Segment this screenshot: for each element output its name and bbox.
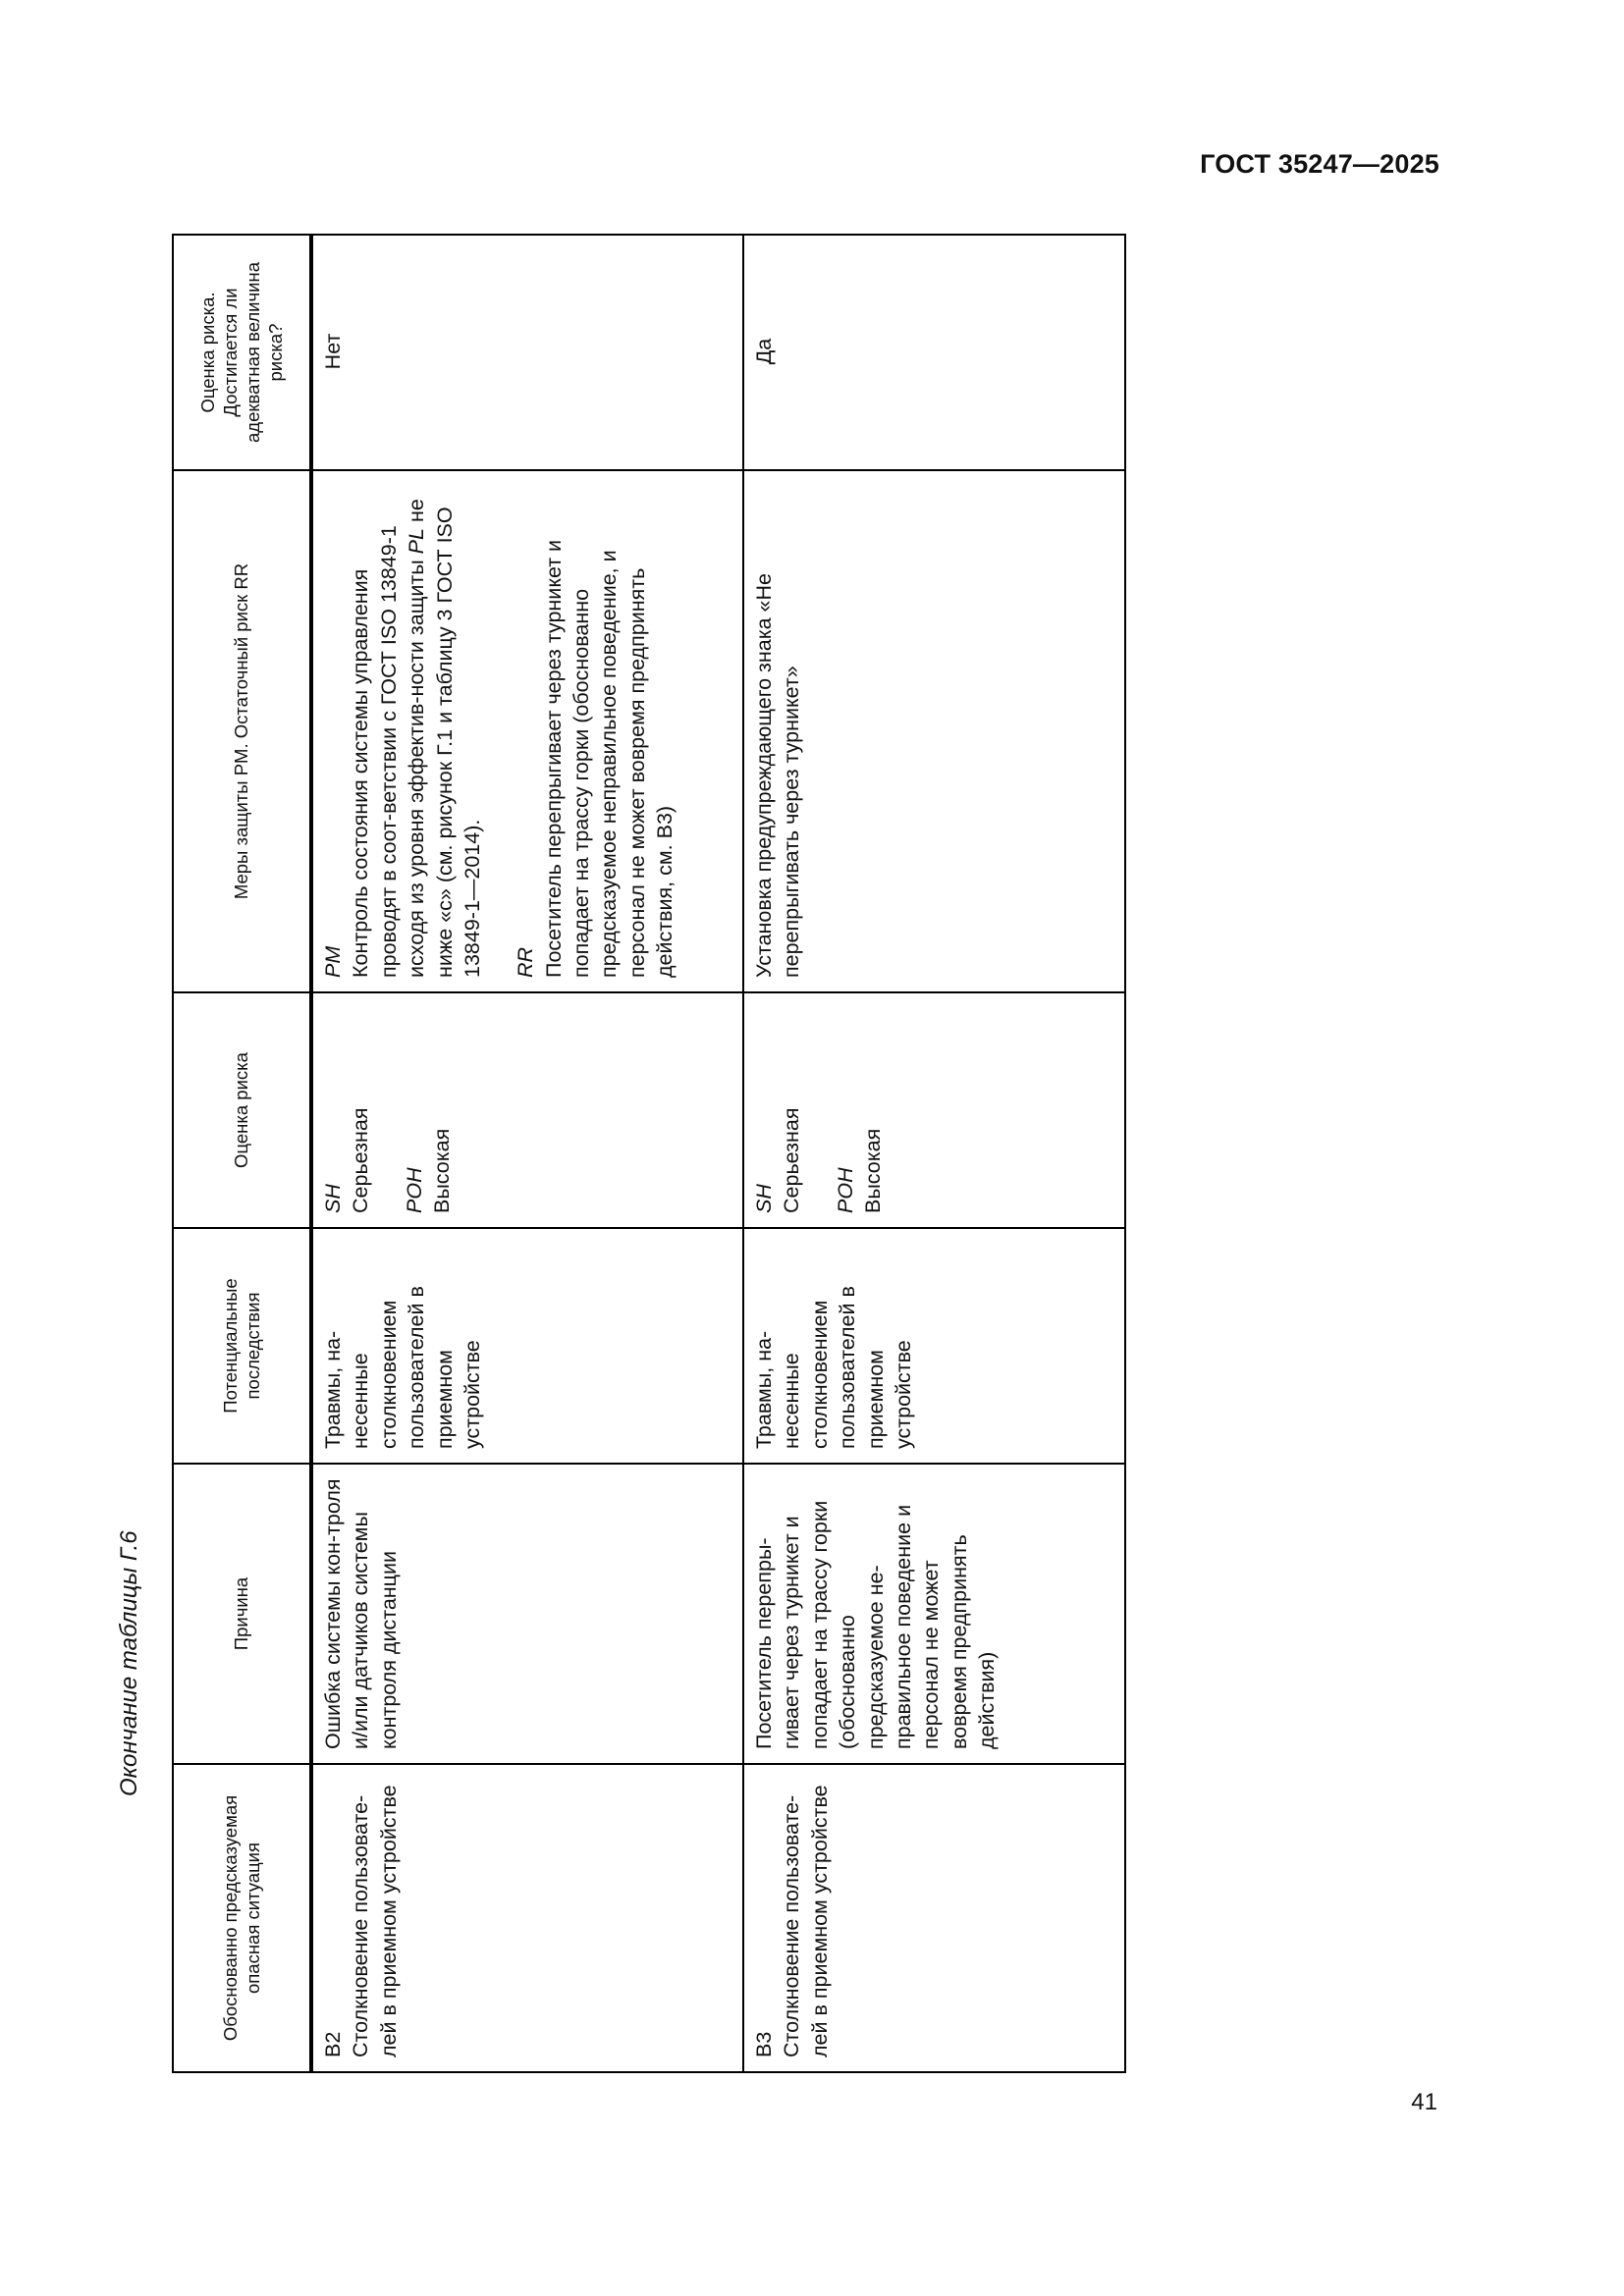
sh-label: SH	[321, 1184, 345, 1213]
column-header-consequences: Потенциальные последствия	[173, 1228, 311, 1464]
sh-value: Серьезная	[349, 1107, 373, 1213]
table-row	[743, 235, 1125, 2072]
adequate-value: Да	[752, 338, 776, 365]
measures-text: Установка предупреждающего знака «Не перепрыгивать через турникет»	[752, 573, 804, 978]
cell-situation	[743, 1764, 1125, 2072]
adequate-value: Нет	[321, 333, 345, 370]
poh-value: Высокая	[861, 1128, 886, 1213]
cell-cause	[311, 1464, 743, 1764]
table-caption: Окончание таблицы Г.6	[116, 1530, 142, 1796]
column-header-cause: Причина	[173, 1464, 311, 1764]
cell-risk-adequate	[311, 235, 743, 470]
cell-consequences	[311, 1228, 743, 1464]
consequences-text: Травмы, на-несенные столкновением пользователей в приемном устройстве	[321, 1286, 484, 1449]
pl-term: PL	[405, 528, 429, 555]
cell-risk-adequate	[743, 235, 1125, 470]
risk-assessment-table	[172, 234, 1126, 2073]
document-code: ГОСТ 35247—2025	[1200, 149, 1439, 179]
poh-label: POH	[402, 1167, 426, 1213]
rr-text: Посетитель перепрыгивает через турникет и попадает на трассу горки (обоснованно предсказуемое неправильное поведение, и персонал не может вовремя предпринять действия, см. B3)	[541, 539, 677, 978]
pm-text: Контроль состояния системы управления проводят в соот-ветствии с ГОСТ ISO 13849-1 исходя из уровня эффектив-ности защиты PL не ниже «c» (см. рисунок Г.1 и таблицу 3 ГОСТ ISO 13849-1—2014).	[349, 499, 484, 978]
column-header-situation: Обоснованно предсказуемая опасная ситуация	[173, 1764, 311, 2072]
situation-text: Столкновение пользовате-лей в приемном устройстве	[349, 1785, 401, 2057]
table-row	[311, 235, 743, 2072]
page-number: 41	[1411, 2089, 1437, 2115]
cell-situation	[311, 1764, 743, 2072]
sh-label: SH	[752, 1184, 776, 1213]
cell-risk-assessment	[311, 992, 743, 1228]
cell-protective-measures	[743, 470, 1125, 992]
rotated-table-container	[172, 236, 1126, 2073]
consequences-text: Травмы, на-несенные столкновением пользователей в приемном устройстве	[752, 1286, 915, 1449]
cell-protective-measures	[311, 470, 743, 992]
pm-label: PM	[321, 945, 345, 978]
table-header-row	[173, 235, 311, 2072]
rr-label: RR	[514, 946, 538, 978]
poh-value: Высокая	[430, 1128, 455, 1213]
column-header-risk-adequate: Оценка риска. Достигается ли адекватная величина риска?	[173, 235, 311, 470]
sh-value: Серьезная	[780, 1107, 804, 1213]
cause-text: Ошибка системы кон-троля и/или датчиков системы контроля дистанции	[321, 1478, 401, 1749]
column-header-protective-measures: Меры защиты PM. Остаточный риск RR	[173, 470, 311, 992]
column-header-risk-assessment: Оценка риска	[173, 992, 311, 1228]
cell-cause	[743, 1464, 1125, 1764]
cause-text: Посетитель перепры-гивает через турникет и попадает на трассу горки (обоснованно предсказуемое не-правильное поведение и персонал не может вовремя предпринять действия)	[752, 1500, 999, 1749]
situation-id: B2	[321, 2031, 345, 2057]
cell-risk-assessment	[743, 992, 1125, 1228]
cell-consequences	[743, 1228, 1125, 1464]
situation-id: B3	[752, 2031, 776, 2057]
situation-text: Столкновение пользовате-лей в приемном устройстве	[780, 1785, 832, 2057]
poh-label: POH	[833, 1167, 857, 1213]
